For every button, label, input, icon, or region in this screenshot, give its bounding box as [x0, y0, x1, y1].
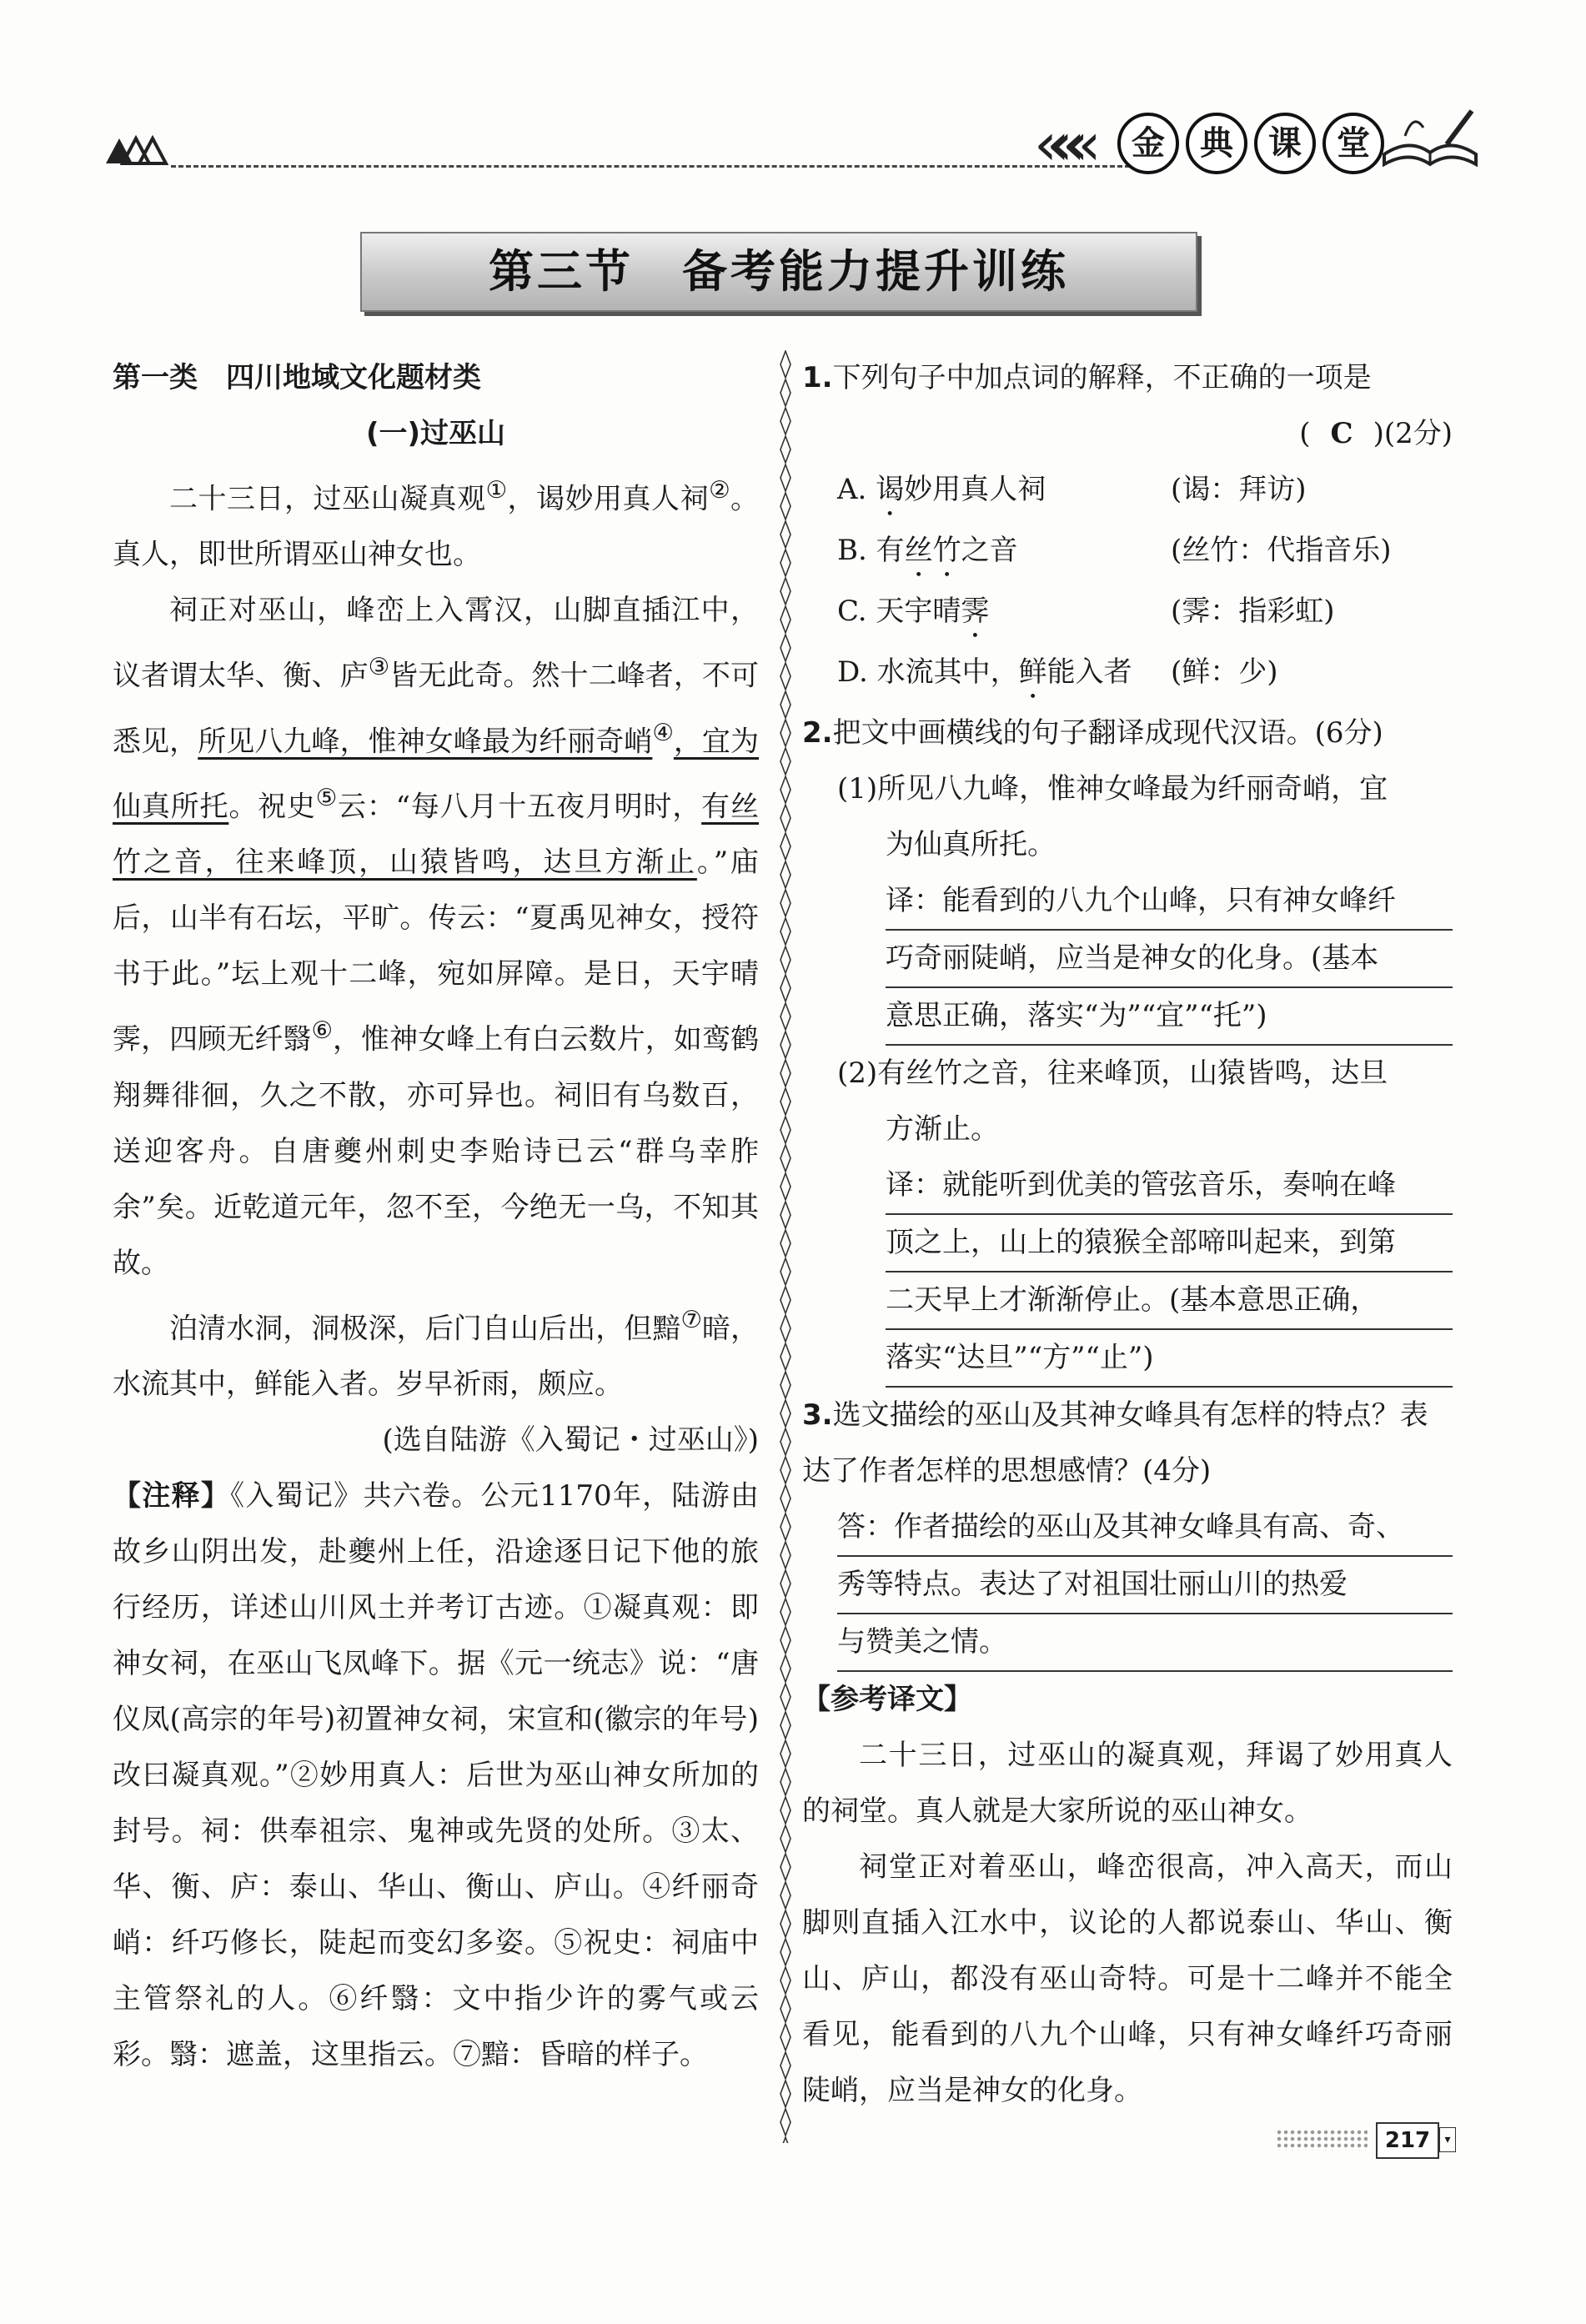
question-1-answer [802, 406, 1453, 462]
chevrons-icon: ««« [1034, 110, 1082, 178]
text-run: D. 水流其中， [837, 655, 1019, 689]
passage-paragraph-2 [113, 583, 759, 1291]
brand-char: 课 [1254, 113, 1316, 174]
page-footer [1276, 2122, 1459, 2156]
q2-part-2-answer [802, 1157, 1453, 1388]
q2-part-1: (1)所见八九峰，惟神女峰最为纤丽奇峭，宜 [837, 772, 1388, 806]
text-run: 泊清水洞，洞极深，后门自山后出，但黯 [169, 1311, 681, 1345]
footnote-ref: ⑥ [311, 1016, 333, 1045]
text-run: ，谒妙用真人祠 [507, 482, 710, 516]
answer-line: 巧奇丽陡峭，应当是神女的化身。(基本 [886, 931, 1453, 988]
underlined-sentence: 所见八九峰，惟神女峰最为纤丽奇峭 [198, 724, 653, 758]
q2-part-2: (2)有丝竹之音，往来峰顶，山猿皆鸣，达旦 [837, 1057, 1388, 1090]
question-1 [802, 350, 1453, 406]
section-title: 第三节 备考能力提升训练 [489, 245, 1069, 298]
question-number: 2. [802, 716, 833, 750]
text-run: 之音 [961, 534, 1018, 567]
triangles-icon [104, 132, 171, 165]
text-run: 祠正对巫山，峰峦上入霄汉，山脚直插江中，议者谓太华、衡、庐 [113, 594, 759, 693]
passage-title: (一)过巫山 [365, 417, 506, 450]
underlined-sentence: ，宜为仙真所托 [113, 724, 760, 824]
category-heading: 第一类 四川地域文化题材类 [113, 361, 481, 394]
option-explanation: (霁：指彩虹) [1171, 595, 1335, 628]
text-run: ( [1299, 417, 1311, 450]
notes-label: 【注释】 [113, 1478, 231, 1513]
reference-paragraph-1: 二十三日，过巫山的凝真观，拜谒了妙用真人的祠堂。真人就是大家所说的巫山神女。 [802, 1739, 1453, 1828]
underlined-sentence: 有丝竹之音，往来峰顶，山猿皆鸣，达旦方渐止 [113, 790, 759, 880]
dotted-word: 霁 [961, 595, 990, 628]
footnote-ref: ⑤ [315, 783, 339, 811]
answer-letter: C [1330, 417, 1353, 450]
brand-logo [1117, 113, 1391, 174]
footnote-ref: ② [709, 476, 730, 504]
answer-line: 与赞美之情。 [837, 1614, 1453, 1672]
brand-char: 金 [1117, 113, 1179, 174]
page-tick-icon: ▾ [1439, 2127, 1456, 2152]
notes-text: 《入蜀记》共六卷。公元1170年，陆游由故乡山阴出发，赴夔州上任，沿途逐日记下他的旅行经历，详述山川风土并考订古迹。①凝真观：即神女祠，在巫山飞凤峰下。据《元一统志》说：“唐仪凤(高宗的年号)初置神女祠，宋宣和(徽宗的年号)改曰凝真观。”②妙用真人：后世为巫山神女所加的封号。祠：供奉祖宗、鬼神或先贤的处所。③太、华、衡、庐：泰山、华山、衡山、庐山。④纤丽奇峭：纤巧修长，陡起而变幻多姿。⑤祝史：祠庙中主管祭礼的人。⑥纤翳：文中指少许的雾气或云彩。翳：遮盖，这里指云。⑦黯：昏暗的样子。 [113, 1478, 759, 2071]
footnote-ref: ⑦ [680, 1305, 702, 1333]
text-run: 能入者 [1046, 655, 1132, 689]
right-column [802, 350, 1453, 2119]
answer-line: 落实“达旦”“方”“止”) [886, 1330, 1453, 1388]
text-run: 暗，水流其中，鲜能入者。岁早祈雨，颇应。 [113, 1311, 760, 1401]
passage-paragraph-1 [113, 462, 759, 583]
q2-part-2-cont: 方渐止。 [886, 1112, 999, 1146]
section-title-box [360, 232, 1197, 312]
page-number: 217 [1376, 2122, 1439, 2159]
text-run: 二十三日，过巫山凝真观 [169, 482, 486, 516]
answer-line: 意思正确，落实“为”“宜”“托”) [886, 988, 1453, 1046]
left-column [113, 350, 759, 2083]
text-run: 。真人，即世所谓巫山神女也。 [113, 482, 759, 572]
question-3 [802, 1388, 1453, 1499]
text-run: 。祝史 [228, 790, 316, 824]
question-number: 1. [802, 361, 833, 394]
reference-paragraph-2: 祠堂正对着巫山，峰峦很高，冲入高天，而山脚则直插入江水中，议论的人都说泰山、华山、衡山、庐山，都没有巫山奇特。可是十二峰并不能全看见，能看到的八九个山峰，只有神女峰纤巧奇丽陡峭，应当是神女的化身。 [802, 1850, 1453, 2107]
q3-answer [802, 1499, 1453, 1672]
answer-line: 答：作者描绘的巫山及其神女峰具有高、奇、 [837, 1499, 1453, 1557]
book-pen-icon [1380, 104, 1480, 171]
question-number: 3. [802, 1398, 833, 1432]
page-header [104, 100, 1480, 178]
passage-paragraph-3 [113, 1292, 759, 1413]
q2-part-1-cont: 为仙真所托。 [886, 828, 1056, 861]
option-c [802, 584, 1453, 645]
dotted-word: 鲜 [1018, 655, 1047, 689]
text-run: C. 天宇晴 [837, 595, 961, 628]
option-a [802, 462, 1453, 523]
text-run: )(2分) [1373, 417, 1453, 450]
reference-translation-label: 【参考译文】 [802, 1683, 972, 1716]
question-text: 下列句子中加点词的解释，不正确的一项是 [832, 361, 1372, 394]
answer-line: 译：能看到的八九个山峰，只有神女峰纤 [886, 873, 1453, 931]
passage-source: (选自陆游《入蜀记・过巫山》) [382, 1423, 759, 1457]
notes [113, 1468, 759, 2083]
dot-pattern [1276, 2129, 1368, 2151]
footnote-ref: ③ [368, 653, 390, 681]
option-b [802, 523, 1453, 584]
question-text: 把文中画横线的句子翻译成现代汉语。(6分) [832, 716, 1383, 750]
text-run: A. [837, 473, 876, 506]
question-2 [802, 705, 1453, 761]
text-run: 皆无此奇。然十二峰者，不可悉见， [113, 659, 759, 758]
dotted-word: 谒 [876, 473, 905, 506]
answer-line: 译：就能听到优美的管弦音乐，奏响在峰 [886, 1157, 1453, 1215]
header-dashed-rule [171, 165, 1130, 168]
footnote-ref: ④ [652, 718, 674, 746]
text-run: B. 有 [837, 534, 905, 567]
option-d [802, 645, 1453, 705]
option-explanation: (丝竹：代指音乐) [1171, 534, 1392, 567]
brand-char: 堂 [1323, 113, 1384, 174]
text-run: 。”庙后，山半有石坛，平旷。传云：“夏禹见神女，授符书于此。”坛上观十二峰，宛如屏障。是日，天宇晴霁，四顾无纤翳 [113, 846, 759, 1057]
brand-char: 典 [1186, 113, 1247, 174]
question-text: 选文描绘的巫山及其神女峰具有怎样的特点？表达了作者怎样的思想感情？(4分) [802, 1398, 1428, 1488]
text-run: ，惟神女峰上有白云数片，如鸾鹤翔舞徘徊，久之不散，亦可异也。祠旧有乌数百，送迎客舟。自唐夔州刺史李贻诗已云“群乌幸胙余”矣。近乾道元年，忽不至，今绝无一乌，不知其故。 [113, 1022, 759, 1280]
answer-line: 顶之上，山上的猿猴全部啼叫起来，到第 [886, 1215, 1453, 1272]
column-divider [780, 350, 791, 2143]
text-run: 云：“每八月十五夜月明时， [338, 790, 702, 824]
dotted-word: 丝竹 [904, 534, 961, 567]
text-run: 妙用真人祠 [904, 473, 1046, 506]
q2-part-1-answer [802, 873, 1453, 1046]
answer-line: 二天早上才渐渐停止。(基本意思正确， [886, 1272, 1453, 1330]
footnote-ref: ① [485, 476, 508, 504]
answer-line: 秀等特点。表达了对祖国壮丽山川的热爱 [837, 1557, 1453, 1614]
option-explanation: (谒：拜访) [1171, 473, 1307, 506]
option-explanation: (鲜：少) [1171, 655, 1278, 689]
